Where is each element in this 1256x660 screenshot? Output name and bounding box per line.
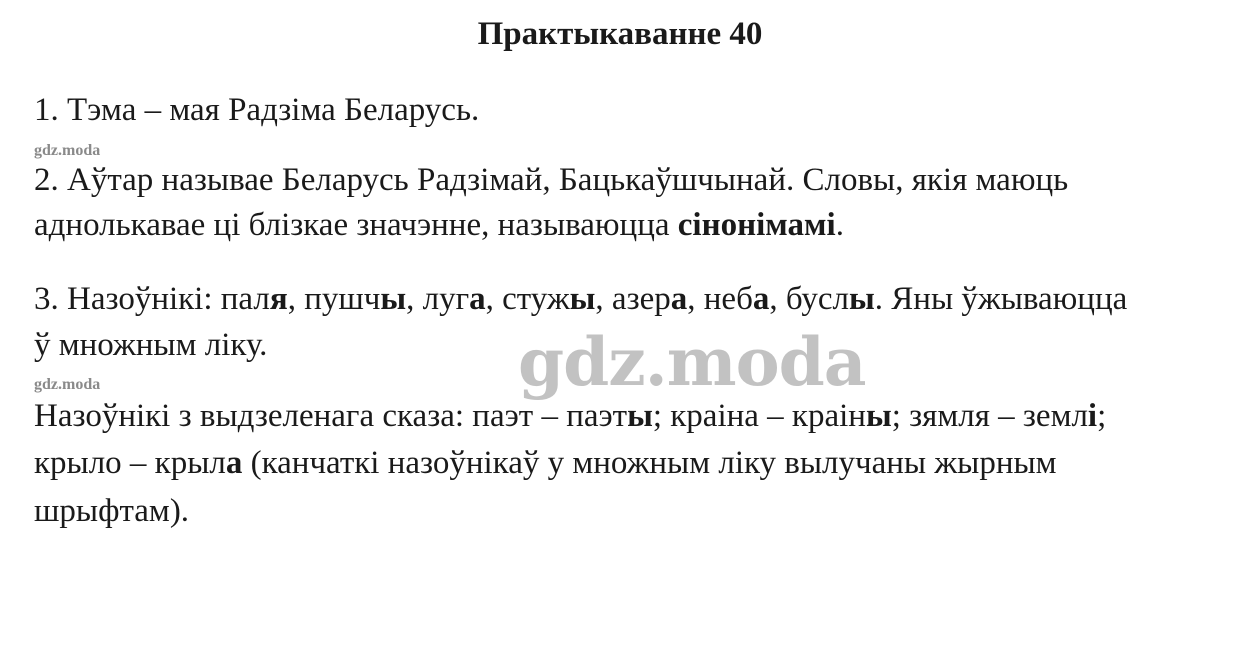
ending-bold: а [752,281,770,317]
ending-bold: ы [865,398,892,434]
ending-bold: я [269,281,288,317]
text-segment: крыло – крыл [34,445,226,481]
ending-bold: а [670,281,688,317]
text-segment: (канчаткі назоўнікаў у множным ліку вылучаны жырным [242,445,1057,481]
text-segment: ; [1097,398,1107,434]
watermark-small-2: gdz.moda [34,376,101,393]
ending-bold: ы [380,281,407,317]
text-segment: ; краіна – краін [652,398,866,434]
item-3-line-2: ў множным ліку. [34,327,268,363]
ending-bold: а [469,281,486,317]
page-title: Практыкаванне 40 [477,16,763,52]
item-2-line-1: 2. Аўтар называе Беларусь Радзімай, Бацькаўшчынай. Словы, якія маюць [34,162,1069,198]
item-2-line-2 [34,205,844,245]
text-segment: 3. Назоўнікі: пал [34,281,270,317]
text-segment: , неб [687,281,753,317]
item-1-text: 1. Тэма – мая Радзіма Беларусь. [34,92,480,128]
term-synonyms: сінонімамі [677,207,836,243]
text-segment: , азер [595,281,671,317]
item-2-line-2-end: . [835,207,844,243]
watermark-logo: gdz.moda [518,323,866,401]
ending-bold: ы [627,398,653,434]
ending-bold: і [1087,398,1098,434]
item-4-line-2 [34,443,1057,483]
text-segment: . Яны ўжываюцца [874,281,1128,317]
item-3-line-1 [34,279,1127,319]
ending-bold: ы [849,281,875,317]
item-4-line-3: шрыфтам). [34,493,190,529]
text-segment: , пушч [287,281,381,317]
text-segment: , бусл [769,281,850,317]
watermark-small-1: gdz.moda [34,142,101,159]
item-4-line-1 [34,396,1106,436]
text-segment: ; зямля – земл [891,398,1088,434]
ending-bold: ы [569,281,596,317]
text-segment: Назоўнікі з выдзеленага сказа: паэт – паэт [34,398,628,434]
ending-bold: а [225,445,243,481]
text-segment: , стуж [485,281,570,317]
item-2-line-2-text: аднолькавае ці блізкае значэнне, называюцца [34,207,678,243]
text-segment: , луг [406,281,470,317]
